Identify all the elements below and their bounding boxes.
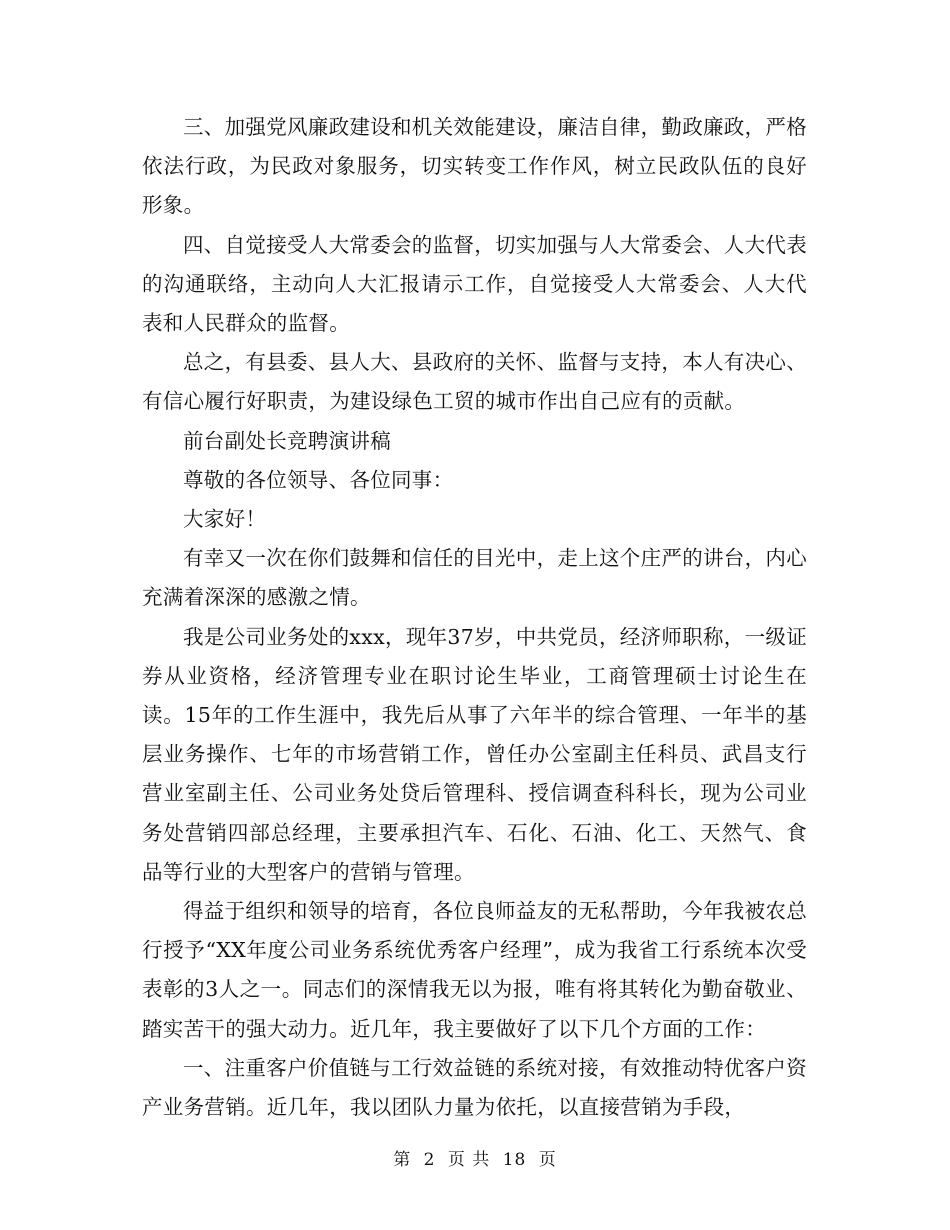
- document-body: [142, 108, 807, 1127]
- paragraph-section-four: 四、自觉接受人大常委会的监督，切实加强与人大常委会、人大代表的沟通联络，主动向人大汇报请示工作，自觉接受人大常委会、人大代表和人民群众的监督。: [142, 232, 807, 336]
- footer-suffix: 页: [538, 1150, 557, 1170]
- footer-total-pages: 18: [502, 1150, 527, 1170]
- paragraph-opening: 有幸又一次在你们鼓舞和信任的目光中，走上这个庄严的讲台，内心充满着深深的感激之情。: [142, 546, 807, 610]
- footer-prefix: 第: [393, 1150, 412, 1170]
- page-footer: [0, 1148, 950, 1172]
- footer-middle: 页 共: [447, 1150, 491, 1170]
- paragraph-self-introduction: 我是公司业务处的xxx，现年37岁，中共党员，经济师职称，一级证券从业资格，经济管理专业在职讨论生毕业，工商管理硕士讨论生在读。15年的工作生涯中，我先后从事了六年半的综合管理、一年半的基层业务操作、七年的市场营销工作，曾任办公室副主任科员、武昌支行营业室副主任、公司业务处贷后管理科、授信调查科科长，现为公司业务处营销四部总经理，主要承担汽车、石化、石油、化工、天然气、食品等行业的大型客户的营销与管理。: [142, 624, 807, 884]
- footer-page-number: 2: [423, 1150, 436, 1170]
- paragraph-section-three: 三、加强党风廉政建设和机关效能建设，廉洁自律，勤政廉政，严格依法行政，为民政对象服务，切实转变工作作风，树立民政队伍的良好形象。: [142, 115, 807, 218]
- salutation: 尊敬的各位领导、各位同事：: [183, 467, 454, 492]
- paragraph-conclusion: 总之，有县委、县人大、县政府的关怀、监督与支持，本人有决心、有信心履行好职责，为建设绿色工贸的城市作出自己应有的贡献。: [142, 350, 807, 414]
- paragraph-achievements: 得益于组织和领导的培育，各位良师益友的无私帮助，今年我被农总行授予“XX年度公司业务系统优秀客户经理”，成为我省工行系统本次受表彰的3人之一。同志们的深情我无以为报，唯有将其转化为勤奋敬业、踏实苦干的强大动力。近几年，我主要做好了以下几个方面的工作：: [142, 899, 807, 1041]
- greeting: 大家好！: [183, 507, 267, 532]
- speech-title: 前台副处长竞聘演讲稿: [183, 428, 391, 453]
- paragraph-work-point-one: 一、注重客户价值链与工行效益链的系统对接，有效推动特优客户资产业务营销。近几年，我以团队力量为依托，以直接营销为手段，: [142, 1055, 807, 1120]
